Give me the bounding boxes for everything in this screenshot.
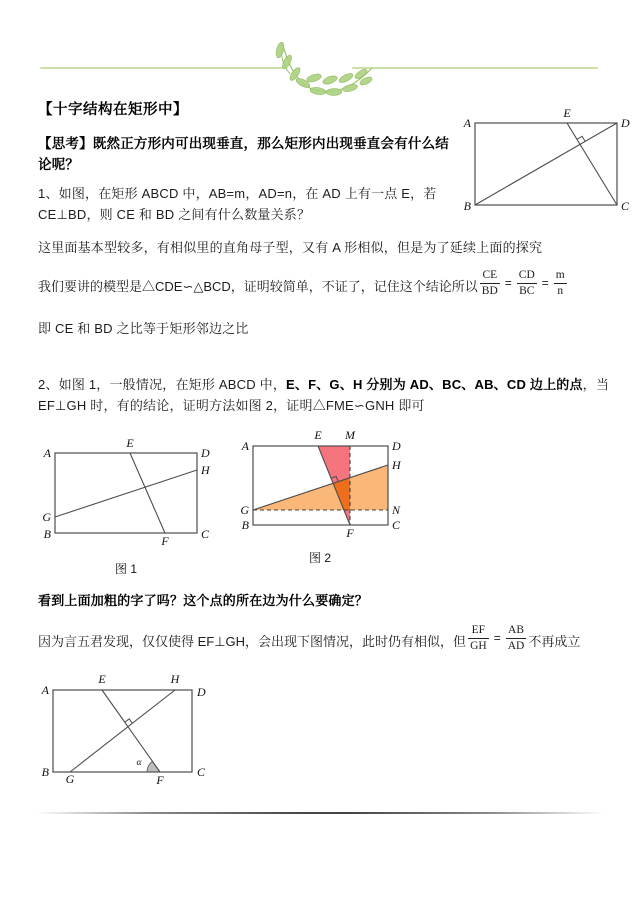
formula1-lead-text: 我们要讲的模型是△CDE∽△BCD，证明较简单，不证了，记住这个结论所以: [38, 278, 478, 294]
formula2-tail-text: 不再成立: [528, 633, 581, 649]
fig2-label-A: A: [241, 439, 249, 453]
fraction-ce-bd: $\frac{CE}{BD}$: [481, 269, 498, 297]
fig2-label-G: G: [240, 503, 249, 517]
formula2-lead-text: 因为言五君发现，仅仅使得 EF⊥GH，会出现下图情况，此时仍有相似，但: [38, 633, 467, 649]
fig1-label-D: D: [201, 446, 210, 460]
think-paragraph: 【思考】既然正方形内可出现垂直，那么矩形内出现垂直会有什么结论呢？: [38, 136, 449, 172]
fig3-label-F: F: [156, 773, 164, 787]
fig1-label-H: H: [201, 463, 210, 477]
question-2-paragraph: [38, 374, 616, 416]
fig0-label-E: E: [563, 106, 571, 120]
fig2-label-B: B: [241, 518, 249, 532]
fraction-ab-ad: $\frac{AB}{AD}$: [507, 624, 525, 652]
fig2-label-D: D: [392, 439, 401, 453]
fig2-label-F: F: [346, 526, 354, 540]
fig1-label-A: A: [43, 446, 51, 460]
fig3-label-G: G: [65, 772, 75, 786]
fig1-label-G: G: [42, 510, 51, 524]
fig3-label-D: D: [197, 685, 206, 699]
figure-problem1-drawing: [450, 100, 640, 220]
figure-problem1: [450, 100, 640, 225]
equals-sign: =: [504, 276, 512, 290]
figure-1-drawing: [30, 430, 230, 552]
fig1-label-C: C: [201, 527, 210, 541]
fraction-cd-bc: $\frac{CD}{BC}$: [518, 269, 535, 297]
fig1-label-E: E: [126, 436, 134, 450]
fraction-ef-gh: $\frac{EF}{GH}$: [470, 624, 487, 652]
fig2-label-H: H: [392, 458, 401, 472]
fig3-label-C: C: [197, 765, 206, 779]
top-divider-right: [352, 67, 598, 69]
leaf-ornament-icon: [266, 34, 378, 96]
fig3-label-B: B: [41, 765, 49, 779]
page-title: 【十字结构在矩形中】: [38, 102, 188, 118]
figure-2-caption: 图 2: [308, 551, 331, 565]
paragraph-basic-models: 这里面基本型较多，有相似里的直角母子型，又有 A 形相似，但是为了延续上面的探究: [38, 240, 543, 255]
fraction-m-n: $\frac{m}{n}$: [555, 269, 565, 297]
fig1-label-B: B: [43, 527, 51, 541]
fig3-label-E: E: [98, 672, 106, 686]
fig0-label-D: D: [621, 116, 630, 130]
paragraph-model-formula: [38, 266, 569, 304]
question-2-pre: 2、如图 1，一般情况，在矩形 ABCD 中，: [38, 377, 287, 392]
paragraph-conclusion: 即 CE 和 BD 之比等于矩形邻边之比: [38, 321, 249, 336]
question-2-bold: E、F、G、H 分别为 AD、BC、AB、CD 边上的点: [286, 377, 583, 392]
figure-counterexample: [30, 670, 250, 793]
top-divider-left: [40, 67, 283, 69]
equals-sign: =: [541, 276, 549, 290]
figure-2: [230, 425, 430, 566]
fig2-label-M: M: [345, 428, 355, 442]
question-1-paragraph: 1、如图，在矩形 ABCD 中，AB=m，AD=n，在 AD 上有一点 E，若 CE⊥BD，则 CE 和 BD 之间有什么数量关系？: [38, 186, 437, 222]
figure-2-drawing: [230, 425, 430, 541]
fig1-label-F: F: [161, 534, 169, 548]
fig3-label-A: A: [41, 683, 49, 697]
figure-1: [30, 430, 230, 577]
bottom-divider: [35, 812, 605, 814]
fig0-label-C: C: [621, 199, 630, 213]
fig0-label-B: B: [463, 199, 471, 213]
fig3-angle-alpha-label: α: [136, 758, 142, 768]
figure-1-caption: 图 1: [114, 562, 137, 576]
fig2-label-C: C: [392, 518, 401, 532]
paragraph-counterexample: [38, 620, 580, 660]
bold-question-paragraph: 看到上面加粗的字了吗？这个点的所在边为什么要确定？: [38, 593, 369, 608]
question-2-post: ，当 EF⊥GH 时，有的结论，证明方法如图 2，证明△FME∽GNH 即可: [38, 377, 610, 413]
equals-sign: =: [493, 631, 501, 645]
figure-counterexample-drawing: [30, 670, 240, 788]
fig2-label-E: E: [314, 428, 322, 442]
fig0-label-A: A: [463, 116, 471, 130]
fig3-label-H: H: [170, 672, 180, 686]
fig2-label-N: N: [392, 503, 401, 517]
